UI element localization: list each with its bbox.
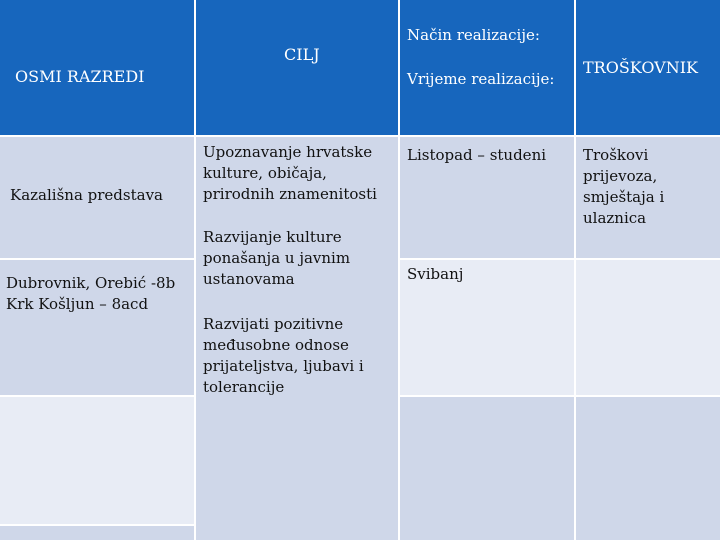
cell-r2-c3 — [400, 260, 574, 395]
cell-r2-c1 — [0, 260, 194, 395]
time-svibanj: Svibanj — [407, 265, 464, 283]
cell-r1-c1 — [0, 137, 194, 258]
header-troskovnik: TROŠKOVNIK — [583, 58, 698, 77]
header-osmi-razredi: OSMI RAZREDI — [15, 67, 145, 86]
event-kazalisna-predstava: Kazališna predstava — [10, 186, 163, 204]
cell-r3-c4 — [576, 397, 720, 540]
cell-r2-c4 — [576, 260, 720, 395]
header-cilj: CILJ — [284, 45, 320, 64]
goal-item: Razvijanje kulture ponašanja u javnim ustanovama — [203, 228, 351, 288]
cell-r4-c1 — [0, 526, 194, 540]
goal-item: Upoznavanje hrvatske kulture, običaja, prirodnih znamenitosti — [203, 143, 377, 203]
event-trips: Dubrovnik, Orebić -8b Krk Košljun – 8acd — [6, 274, 176, 313]
header-cell-osmi-razredi — [0, 0, 194, 135]
cell-r3-c3 — [400, 397, 574, 540]
header-nacin-realizacije: Način realizacije: — [407, 26, 540, 44]
time-listopad-studeni: Listopad – studeni — [407, 146, 547, 164]
costs-text: Troškovi prijevoza, smještaja i ulaznica — [583, 146, 665, 227]
cell-r1-c4 — [576, 137, 720, 258]
cell-goals — [196, 137, 398, 540]
header-cell-troskovnik — [576, 0, 720, 135]
cell-r3-c1 — [0, 397, 194, 524]
header-vrijeme-realizacije: Vrijeme realizacije: — [407, 70, 555, 88]
cell-r1-c3 — [400, 137, 574, 258]
goal-item: Razvijati pozitivne međusobne odnose prijateljstva, ljubavi i tolerancije — [203, 315, 364, 396]
header-cell-cilj — [196, 0, 398, 135]
header-cell-realizacija — [400, 0, 574, 135]
